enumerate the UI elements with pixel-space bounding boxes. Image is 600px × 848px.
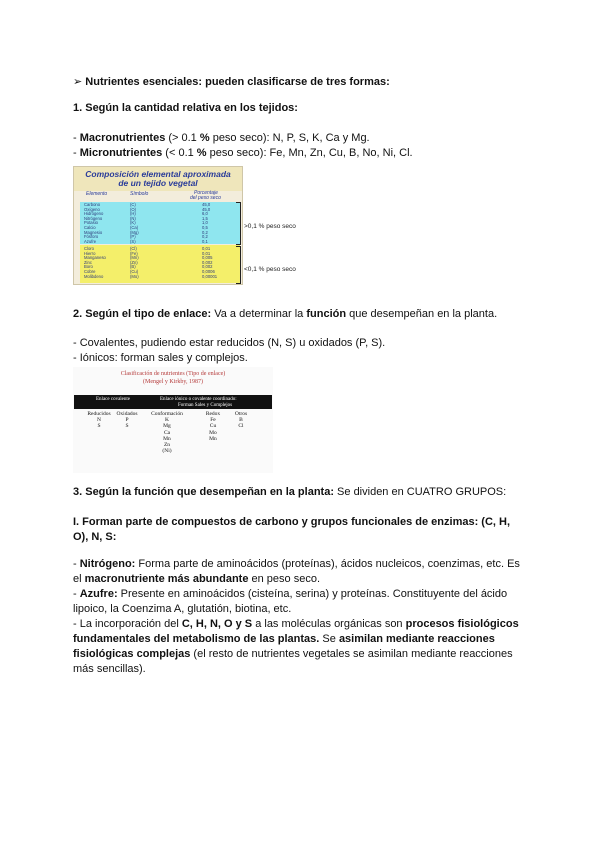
table1-row bbox=[84, 226, 234, 230]
micro-bracket-label: <0,1 % peso seco bbox=[244, 266, 296, 273]
table1-cell-element: Zinc bbox=[84, 259, 92, 265]
macro-threshold: (> 0.1 bbox=[165, 132, 200, 144]
table1-cell-element: Oxígeno bbox=[84, 206, 100, 212]
nitrogen-text2-bold: macronutriente más abundante bbox=[84, 573, 249, 585]
table2-col-item: B bbox=[239, 417, 243, 424]
table1-cell-symbol: (Ca) bbox=[130, 225, 139, 230]
table2-col-item: Mo bbox=[209, 429, 217, 436]
table2-col-item: S bbox=[97, 423, 101, 430]
sulfur-label: Azufre: bbox=[79, 588, 118, 600]
bullet-dash: - bbox=[73, 588, 80, 600]
table1-row bbox=[84, 212, 234, 216]
incorporation-l1-bold2: procesos fisiológicos bbox=[405, 618, 519, 630]
table1-cell-pct: 0,002 bbox=[202, 259, 213, 265]
table1-cell-symbol: (Mo) bbox=[130, 273, 139, 279]
sulfur-line1 bbox=[73, 587, 507, 601]
nitrogen-line1 bbox=[73, 557, 520, 571]
table1-row bbox=[84, 235, 234, 239]
table1-cell-pct: 0,1 bbox=[202, 238, 208, 244]
table2-col-item: K bbox=[165, 417, 169, 424]
nitrogen-line2 bbox=[73, 572, 320, 586]
table1-cell-symbol: (C) bbox=[130, 202, 136, 207]
section2-intro-a: Va a determinar la bbox=[211, 308, 307, 320]
section2-title bbox=[73, 307, 497, 321]
table1-cell-symbol: (N) bbox=[130, 215, 136, 221]
table1-cell-element: Fósforo bbox=[84, 234, 99, 240]
micro-threshold: (< 0.1 bbox=[162, 147, 197, 159]
macro-bracket-label: >0,1 % peso seco bbox=[244, 223, 296, 230]
table1-cell-pct: 1,0 bbox=[202, 220, 208, 226]
group1-title-line2 bbox=[73, 530, 116, 544]
table2-col-head: Reducidos bbox=[87, 411, 111, 417]
table1-cell-element: Azufre bbox=[84, 238, 97, 244]
table2-col-item: Cu bbox=[209, 423, 217, 430]
table2-col-item: Ca bbox=[163, 429, 171, 436]
section2-intro-b: que desempeñan en la planta. bbox=[346, 308, 498, 320]
table1-cell-symbol: (O) bbox=[130, 206, 137, 212]
micronutrients-label: Micronutrientes bbox=[79, 147, 163, 159]
incorporation-line1 bbox=[73, 617, 519, 631]
table1-cell-pct: 0,005 bbox=[202, 255, 213, 261]
table1-cell-symbol: (H) bbox=[130, 211, 136, 217]
table1-cell-element: Calcio bbox=[84, 225, 96, 230]
table1-cell-symbol: (Cu) bbox=[130, 269, 139, 274]
section3-title bbox=[73, 485, 506, 499]
table1-cell-element: Manganeso bbox=[84, 255, 106, 261]
group1-title-line1 bbox=[73, 515, 510, 529]
table1-cell-pct: 0,0006 bbox=[202, 269, 215, 274]
table1-cell-pct: 45,0 bbox=[202, 202, 211, 207]
table1-cell-symbol: (K) bbox=[130, 220, 136, 226]
table2-col-item: N bbox=[97, 417, 101, 424]
section2-intro-bold: función bbox=[306, 308, 347, 320]
table2-col-item: Mn bbox=[209, 435, 217, 442]
nitrogen-text2a: el bbox=[73, 573, 85, 585]
macronutrients-label: Macronutrientes bbox=[79, 132, 166, 144]
incorporation-l1b: a las moléculas orgánicas son bbox=[252, 618, 406, 630]
section1-title bbox=[73, 101, 298, 115]
table1-cell-pct: 45,0 bbox=[202, 206, 211, 212]
header-covalent: Enlace covalente bbox=[96, 397, 131, 402]
table1-cell-symbol: (Mn) bbox=[130, 255, 139, 261]
macro-bracket bbox=[236, 202, 241, 245]
table1-cell-symbol: (P) bbox=[130, 234, 136, 240]
table1-row bbox=[84, 231, 234, 235]
table1-cell-symbol: (S) bbox=[130, 238, 136, 244]
table1-cell-pct: 0,5 bbox=[202, 225, 208, 230]
table2-col-head: Redox bbox=[205, 411, 221, 417]
micronutrients-line bbox=[73, 146, 413, 160]
ionic-line: - Iónicos: forman sales y complejos. bbox=[73, 352, 248, 364]
table1-row bbox=[84, 217, 234, 221]
table1-title-line1: Composición elemental aproximada bbox=[85, 169, 231, 179]
table1-cell-element: Hierro bbox=[84, 250, 96, 256]
incorporation-l3a: (el resto de nutrientes vegetales se asimilan mediante reacciones bbox=[190, 648, 513, 660]
table1-row bbox=[84, 240, 234, 244]
table1-cell-pct: 0,00001 bbox=[202, 273, 218, 279]
table1-cell-element: Boro bbox=[84, 264, 93, 270]
micro-pct: % bbox=[196, 147, 207, 159]
main-heading-text: Nutrientes esenciales: pueden clasificarse de tres formas: bbox=[85, 76, 390, 88]
table1-cell-pct: 6,0 bbox=[202, 211, 208, 217]
table1-cell-pct: 0,01 bbox=[202, 246, 211, 251]
table1-title-line2: de un tejido vegetal bbox=[118, 178, 198, 188]
table1-cell-symbol: (Fe) bbox=[130, 250, 138, 256]
table1-cell-element: Molibdeno bbox=[84, 273, 104, 279]
incorporation-l2a: Se bbox=[319, 633, 339, 645]
table1-cell-element: Nitrógeno bbox=[84, 215, 103, 221]
table2-col-head: Oxidados bbox=[116, 411, 138, 417]
bullet-dash: - bbox=[73, 132, 80, 144]
incorporation-elements: C, H, N, O y S bbox=[181, 618, 253, 630]
table1-col-pct-line1: Porcentaje bbox=[194, 190, 218, 196]
table2-col-others bbox=[223, 411, 259, 430]
incorporation-l2-bold1: fundamentales del metabolismo de las plantas. bbox=[73, 633, 320, 645]
table1-cell-pct: 0,2 bbox=[202, 229, 208, 235]
table2-col-conf bbox=[149, 411, 185, 454]
table1-cell-pct: 0,01 bbox=[202, 250, 211, 256]
covalent-line: - Covalentes, pudiendo estar reducidos (N, S) u oxidados (P, S). bbox=[73, 337, 386, 349]
table1-cell-pct: 0,002 bbox=[202, 264, 213, 270]
table1-cell-element: Cloro bbox=[84, 246, 95, 251]
macronutrients-line bbox=[73, 131, 370, 145]
bond-type-table bbox=[73, 367, 273, 473]
incorporation-l2-bold2: asimilan mediante reacciones bbox=[338, 633, 495, 645]
incorporation-line3 bbox=[73, 647, 513, 661]
table2-col-item: Mn bbox=[163, 435, 171, 442]
sulfur-line2: lipoico, la Coenzima A, glutatión, biotina, etc. bbox=[73, 603, 292, 615]
macro-elements: peso seco): N, P, S, K, Ca y Mg. bbox=[209, 132, 370, 144]
section3-title-rest: Se dividen en CUATRO GRUPOS: bbox=[334, 486, 507, 498]
table2-col-item: P bbox=[125, 417, 129, 424]
incorporation-l1a: - La incorporación del bbox=[73, 618, 182, 630]
nitrogen-label: Nitrógeno: bbox=[79, 558, 136, 570]
table2-col-oxidized bbox=[109, 411, 145, 430]
table1-row bbox=[84, 275, 234, 279]
micro-bracket bbox=[236, 246, 241, 284]
table1-cell-symbol: (Zn) bbox=[130, 259, 138, 265]
table2-title-line1: Clasificación de nutrientes (Tipo de enlace) bbox=[120, 371, 226, 377]
table1-cell-element: Hidrógeno bbox=[84, 211, 104, 217]
table1-row bbox=[84, 247, 234, 251]
nitrogen-text1: Forma parte de aminoácidos (proteínas), ácidos nucleicos, coenzimas, etc. Es bbox=[135, 558, 520, 570]
table2-col-item: Mg bbox=[163, 423, 171, 430]
bullet-dash: - bbox=[73, 147, 80, 159]
table2-col-item: (Ni) bbox=[162, 448, 172, 455]
table1-cell-symbol: (Mg) bbox=[130, 229, 139, 235]
table1-cell-pct: 0,2 bbox=[202, 234, 208, 240]
incorporation-line4: más sencillas). bbox=[73, 663, 146, 675]
table2-col-item: S bbox=[125, 423, 129, 430]
table1-col-symbol: Símbolo bbox=[130, 191, 149, 197]
section3-title-bold: 3. Según la función que desempeñan en la planta: bbox=[73, 486, 334, 498]
table1-row bbox=[84, 208, 234, 212]
bullet-dash: - bbox=[73, 558, 80, 570]
table1-cell-symbol: (Cl) bbox=[130, 246, 137, 251]
incorporation-l3-bold: fisiológicas complejas bbox=[73, 648, 191, 660]
table1-cell-element: Carbono bbox=[84, 202, 101, 207]
table2-col-item: Fe bbox=[210, 417, 216, 424]
micro-elements: peso seco): Fe, Mn, Zn, Cu, B, No, Ni, Cl. bbox=[206, 147, 413, 159]
main-heading bbox=[73, 75, 390, 89]
table2-col-item: Zn bbox=[163, 442, 171, 449]
section2-title-text: 2. Según el tipo de enlace: bbox=[73, 308, 212, 320]
table1-col-element: Elemento bbox=[86, 191, 108, 197]
group1-title-text2: O), N, S: bbox=[73, 531, 117, 543]
table1-row bbox=[84, 221, 234, 225]
table1-row bbox=[84, 203, 234, 207]
table1-cell-element: Potasio bbox=[84, 220, 98, 226]
table2-col-head: Otros bbox=[234, 411, 248, 417]
header-ionic-1: Enlace iónico o covalente coordinado: bbox=[160, 397, 237, 402]
nitrogen-text2b: en peso seco. bbox=[248, 573, 321, 585]
table1-col-pct-line2: del peso seco bbox=[190, 195, 221, 201]
table1-cell-pct: 1,5 bbox=[202, 215, 208, 221]
sulfur-text1: Presente en aminoácidos (cisteína, serina) y proteínas. Constituyente del ácido bbox=[117, 588, 508, 600]
elemental-composition-table bbox=[73, 166, 243, 285]
table2-title-line2: (Mengel y Kirkby, 1987) bbox=[143, 379, 203, 385]
table2-header-bar bbox=[74, 395, 272, 409]
table1-cell-symbol: (B) bbox=[130, 264, 136, 270]
table2-col-head: Conformación bbox=[151, 411, 183, 417]
table2-col-item: Cl bbox=[238, 423, 244, 430]
table1-cell-element: Magnesio bbox=[84, 229, 103, 235]
table1-cell-element: Cobre bbox=[84, 269, 96, 274]
arrow-icon: ➢ bbox=[73, 76, 83, 88]
incorporation-line2 bbox=[73, 632, 495, 646]
group1-title-text1: I. Forman parte de compuestos de carbono y grupos funcionales de enzimas: (C, H, bbox=[73, 516, 511, 528]
macro-pct: % bbox=[199, 132, 210, 144]
section1-title-text: 1. Según la cantidad relativa en los tejidos: bbox=[73, 102, 298, 114]
header-ionic-2: Forman Sales y Complejos bbox=[178, 403, 233, 408]
